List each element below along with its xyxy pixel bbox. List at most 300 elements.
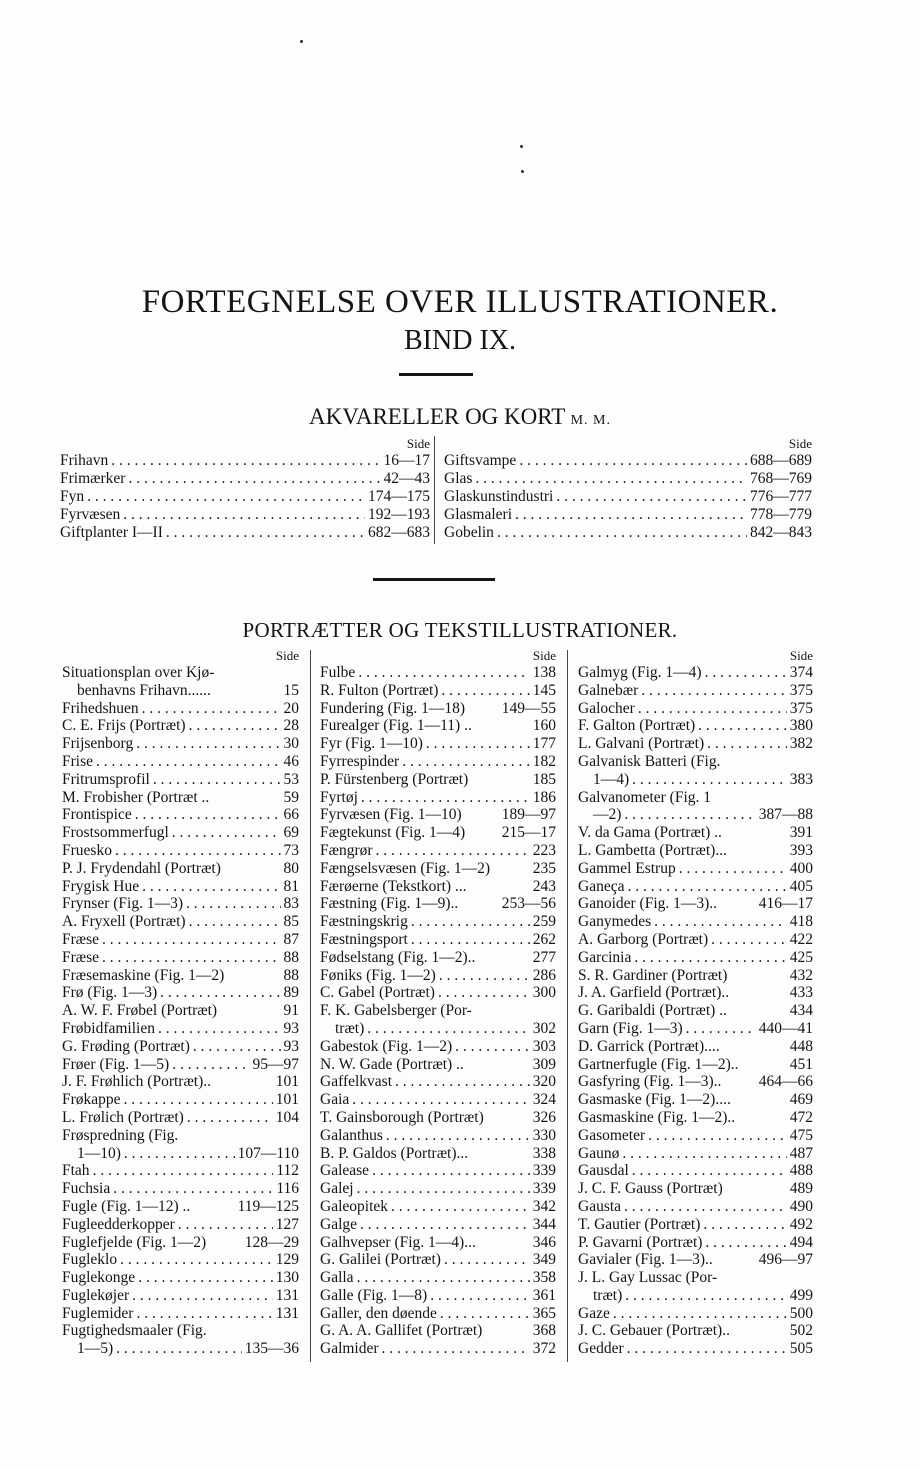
entry-page: 91: [283, 1002, 299, 1020]
index-entry: [320, 1091, 556, 1109]
entry-label: Galnebær: [578, 681, 639, 699]
entry-page: 499: [789, 1286, 813, 1304]
entry-page: 174—175: [368, 488, 430, 505]
index-entry: [578, 895, 813, 913]
index-entry: [62, 1251, 299, 1269]
leader-dots: [624, 1198, 787, 1216]
entry-page: 80: [283, 859, 299, 877]
entry-page: 464—66: [758, 1073, 813, 1091]
entry-label: Galvanometer (Fig. 1: [578, 788, 712, 806]
leader-dots: [123, 506, 365, 524]
leader-dots: [402, 753, 530, 771]
entry-page: 682—683: [368, 524, 430, 541]
leader-dots: [686, 1020, 756, 1038]
index-entry: [578, 1305, 813, 1323]
entry-page: 95—97: [252, 1055, 299, 1073]
leader-dots: [707, 735, 787, 753]
entry-page: 81: [283, 877, 299, 895]
entry-label: Galanthus: [320, 1126, 383, 1144]
leader-dots: [189, 913, 281, 931]
entry-label: Gedder: [578, 1340, 624, 1358]
index-entry: [62, 1020, 299, 1038]
index-entry: [62, 664, 299, 682]
index-entry: [62, 1340, 299, 1358]
leader-dots: [361, 789, 530, 807]
index-entry: [578, 1145, 813, 1163]
leader-dots: [360, 1216, 530, 1234]
entry-label: Glasmaleri: [444, 506, 513, 523]
entry-page: 400: [789, 859, 813, 877]
entry-label: 1—4): [593, 770, 630, 788]
side-label: Side: [788, 436, 812, 451]
leader-dots: [698, 717, 787, 735]
entry-page: 46: [283, 752, 299, 770]
akvarel-entry: [444, 452, 812, 470]
entry-page: 422: [789, 930, 813, 948]
akvarel-entry: [60, 470, 430, 488]
leader-dots: [142, 700, 281, 718]
index-entry: [578, 1091, 813, 1109]
entry-page: 73: [283, 841, 299, 859]
title-rule: [399, 373, 473, 376]
entry-page: 69: [283, 824, 299, 842]
index-entry: [62, 789, 299, 807]
akvarel-entry: [60, 524, 430, 542]
entry-page: 339: [532, 1162, 556, 1180]
leader-dots: [358, 664, 529, 682]
index-entry: [62, 1269, 299, 1287]
entry-label: Fundering (Fig. 1—18): [320, 699, 466, 717]
entry-page: 53: [283, 770, 299, 788]
entry-page: 131: [275, 1286, 299, 1304]
index-entry: [62, 1056, 299, 1074]
index-entry: [62, 1287, 299, 1305]
entry-label: Glaskunstindustri: [444, 488, 554, 505]
entry-page: 303: [532, 1037, 556, 1055]
index-entry: [62, 984, 299, 1002]
entry-page: 85: [283, 913, 299, 931]
entry-page: 28: [283, 717, 299, 735]
entry-label: Giftsvampe: [444, 452, 517, 469]
index-entry: [578, 1127, 813, 1145]
leader-dots: [556, 488, 747, 506]
entry-page: 387—88: [758, 806, 813, 824]
entry-page: 235: [532, 859, 556, 877]
entry-label: Fuglemider: [62, 1304, 134, 1322]
leader-dots: [136, 735, 280, 753]
entry-page: 302: [532, 1019, 556, 1037]
entry-page: 375: [789, 699, 813, 717]
entry-page: 223: [532, 841, 556, 859]
index-entry: [578, 1056, 813, 1074]
entry-label: Gabestok (Fig. 1—2): [320, 1037, 453, 1055]
entry-page: 416—17: [758, 895, 813, 913]
entry-label: Fæstningsport: [320, 930, 408, 948]
index-entry: [62, 806, 299, 824]
entry-label: Galle (Fig. 1—8): [320, 1286, 428, 1304]
entry-label: S. R. Gardiner (Portræt): [578, 966, 728, 984]
entry-label: Gartnerfugle (Fig. 1—2)..: [578, 1055, 739, 1073]
index-entry: [578, 771, 813, 789]
index-entry: [62, 1305, 299, 1323]
entry-page: 383: [789, 770, 813, 788]
entry-label: N. W. Gade (Portræt) ..: [320, 1055, 464, 1073]
entry-page: 490: [789, 1197, 813, 1215]
entry-page: 448: [789, 1037, 813, 1055]
entry-page: 475: [789, 1126, 813, 1144]
akvarel-entry: [60, 488, 430, 506]
akvarel-entry: [444, 506, 812, 524]
entry-label: Gaia: [320, 1091, 350, 1109]
leader-dots: [440, 1305, 530, 1323]
index-entry: [320, 1109, 556, 1127]
entry-page: 83: [283, 895, 299, 913]
index-entry: [320, 1002, 556, 1020]
entry-page: 324: [532, 1091, 556, 1109]
index-entry: [578, 860, 813, 878]
entry-page: 93: [283, 1037, 299, 1055]
entry-page: 418: [789, 913, 813, 931]
entry-page: 365: [532, 1304, 556, 1322]
portraetter-column-3: [578, 648, 813, 1358]
entry-label: Frøkappe: [62, 1091, 121, 1109]
leader-dots: [475, 470, 747, 488]
entry-page: 309: [532, 1055, 556, 1073]
entry-label: D. Garrick (Portræt)....: [578, 1037, 720, 1055]
entry-page: 500: [789, 1304, 813, 1322]
index-entry: [578, 824, 813, 842]
entry-page: 320: [532, 1073, 556, 1091]
entry-page: 59: [283, 788, 299, 806]
entry-label: Frijsenborg: [62, 735, 134, 753]
index-entry: [578, 949, 813, 967]
entry-label: Frontispice: [62, 806, 132, 824]
entry-page: 182: [532, 752, 556, 770]
entry-label: Gasmaske (Fig. 1—2)....: [578, 1091, 731, 1109]
entry-page: 243: [532, 877, 556, 895]
entry-page: 186: [532, 788, 556, 806]
entry-label: Frø (Fig. 1—3): [62, 984, 158, 1002]
leader-dots: [160, 984, 280, 1002]
index-entry: [320, 967, 556, 985]
entry-label: Galocher: [578, 699, 635, 717]
entry-label: Gasmaskine (Fig. 1—2)..: [578, 1108, 736, 1126]
entry-page: 116: [276, 1180, 299, 1198]
section-heading-portraetter: PORTRÆTTER OG TEKSTILLUSTRATIONER.: [242, 618, 678, 642]
entry-page: 286: [532, 966, 556, 984]
leader-dots: [116, 1340, 242, 1358]
leader-dots: [632, 771, 787, 789]
entry-label: Færøerne (Tekstkort) ...: [320, 877, 467, 895]
entry-label: C. E. Frijs (Portræt): [62, 717, 186, 735]
entry-label: Gobelin: [444, 524, 494, 541]
entry-page: 135—36: [244, 1340, 299, 1358]
entry-label: Fugtighedsmaaler (Fig.: [62, 1322, 207, 1340]
index-entry: [320, 806, 556, 824]
entry-label: Fyn: [60, 488, 85, 505]
index-entry: [320, 913, 556, 931]
entry-label: L. Galvani (Portræt): [578, 735, 705, 753]
entry-page: 93: [283, 1019, 299, 1037]
leader-dots: [632, 1162, 787, 1180]
leader-dots: [115, 842, 281, 860]
entry-page: 375: [789, 681, 813, 699]
leader-dots: [705, 664, 787, 682]
entry-page: 361: [532, 1286, 556, 1304]
leader-dots: [124, 1145, 235, 1163]
leader-dots: [153, 771, 281, 789]
entry-label: G. Galilei (Portræt): [320, 1251, 441, 1269]
page-title: FORTEGNELSE OVER ILLUSTRATIONER.: [141, 284, 779, 320]
entry-page: 149—55: [501, 699, 556, 717]
leader-dots: [113, 1180, 273, 1198]
index-entry: [320, 1340, 556, 1358]
index-entry: [62, 913, 299, 931]
leader-dots: [120, 1251, 273, 1269]
entry-label: Føniks (Fig. 1—2): [320, 966, 436, 984]
entry-label: C. Gabel (Portræt): [320, 984, 435, 1002]
entry-page: 130: [275, 1269, 299, 1287]
entry-label: T. Gainsborough (Portræt): [320, 1108, 484, 1126]
entry-page: 382: [789, 735, 813, 753]
index-entry: [320, 984, 556, 1002]
entry-page: 487: [789, 1144, 813, 1162]
entry-page: 15: [283, 681, 299, 699]
leader-dots: [186, 895, 281, 913]
entry-page: 259: [532, 913, 556, 931]
index-entry: [578, 842, 813, 860]
index-entry: [62, 1002, 299, 1020]
leader-dots: [426, 735, 530, 753]
leader-dots: [430, 1287, 530, 1305]
entry-label: Giftplanter I—II: [60, 524, 163, 541]
index-entry: [320, 824, 556, 842]
index-entry: [62, 1127, 299, 1145]
leader-dots: [352, 1091, 529, 1109]
index-entry: [320, 771, 556, 789]
index-entry: [578, 1180, 813, 1198]
entry-page: 107—110: [237, 1144, 299, 1162]
entry-label: Fruesko: [62, 841, 112, 859]
entry-label: Galeopitek: [320, 1197, 389, 1215]
entry-label: F. Galton (Portræt): [578, 717, 696, 735]
entry-page: 253—56: [501, 895, 556, 913]
index-entry: [320, 1180, 556, 1198]
entry-label: Fyrrespinder: [320, 752, 400, 770]
leader-dots: [187, 1109, 273, 1127]
index-entry: [62, 878, 299, 896]
section-heading-small: M. M.: [570, 413, 612, 428]
entry-label: Galease: [320, 1162, 370, 1180]
index-entry: [320, 664, 556, 682]
entry-label: Gausta: [578, 1197, 622, 1215]
entry-page: 127: [275, 1215, 299, 1233]
leader-dots: [439, 967, 530, 985]
index-entry: [578, 1322, 813, 1340]
entry-label: Fritrumsprofil: [62, 770, 150, 788]
index-entry: [320, 1162, 556, 1180]
leader-dots: [111, 452, 380, 470]
entry-label: Gaze: [578, 1304, 610, 1322]
leader-dots: [679, 860, 787, 878]
entry-page: 489: [789, 1180, 813, 1198]
index-entry: [320, 895, 556, 913]
index-entry: [578, 717, 813, 735]
leader-dots: [613, 1305, 787, 1323]
entry-label: A. Fryxell (Portræt): [62, 913, 186, 931]
entry-page: 380: [789, 717, 813, 735]
entry-page: 368: [532, 1322, 556, 1340]
leader-dots: [87, 488, 365, 506]
index-entry: [62, 1145, 299, 1163]
index-entry: [62, 735, 299, 753]
leader-dots: [189, 717, 281, 735]
entry-page: 119—125: [237, 1197, 299, 1215]
entry-label: Gammel Estrup: [578, 859, 676, 877]
entry-page: 374: [789, 664, 813, 681]
entry-page: 104: [275, 1108, 299, 1126]
leader-dots: [93, 1162, 274, 1180]
entry-page: 88: [283, 966, 299, 984]
entry-label: R. Fulton (Portræt): [320, 681, 439, 699]
leader-dots: [386, 1127, 530, 1145]
leader-dots: [497, 524, 747, 542]
index-entry: [62, 1162, 299, 1180]
entry-label: træt): [335, 1019, 365, 1037]
entry-page: 488: [789, 1162, 813, 1180]
leader-dots: [166, 524, 365, 542]
entry-label: Fuglekøjer: [62, 1286, 130, 1304]
entry-label: Fæstning (Fig. 1—9)..: [320, 895, 459, 913]
entry-label: benhavns Frihavn......: [77, 681, 211, 699]
entry-label: Galge: [320, 1215, 358, 1233]
entry-page: 138: [532, 664, 556, 681]
entry-page: 145: [532, 681, 556, 699]
index-entry: [62, 860, 299, 878]
entry-label: Gausdal: [578, 1162, 629, 1180]
entry-label: Galla: [320, 1269, 354, 1287]
leader-dots: [703, 1216, 786, 1234]
leader-dots: [441, 682, 529, 700]
column-divider: [434, 436, 435, 544]
entry-label: Frøer (Fig. 1—5): [62, 1055, 170, 1073]
leader-dots: [178, 1216, 273, 1234]
entry-label: Gavialer (Fig. 1—3)..: [578, 1251, 713, 1269]
index-entry: [62, 1198, 299, 1216]
akvarel-entry: [444, 470, 812, 488]
index-entry: [62, 1216, 299, 1234]
entry-page: 112: [276, 1162, 299, 1180]
leader-dots: [438, 984, 530, 1002]
entry-label: Fyrvæsen: [60, 506, 121, 523]
entry-page: 405: [789, 877, 813, 895]
entry-label: Fødselstang (Fig. 1—2)..: [320, 948, 476, 966]
entry-label: A. W. F. Frøbel (Portræt): [62, 1002, 218, 1020]
entry-page: 440—41: [758, 1019, 813, 1037]
column-divider: [310, 650, 311, 1362]
entry-label: G. A. A. Gallifet (Portræt): [320, 1322, 483, 1340]
entry-label: J. F. Frøhlich (Portræt)..: [62, 1073, 212, 1091]
print-speck: [520, 145, 523, 148]
entry-page: 192—193: [368, 506, 430, 523]
entry-page: 185: [532, 770, 556, 788]
leader-dots: [455, 1038, 530, 1056]
leader-dots: [193, 1038, 281, 1056]
leader-dots: [444, 1251, 530, 1269]
index-entry: [320, 1127, 556, 1145]
index-entry: [320, 1216, 556, 1234]
entry-page: 776—777: [750, 488, 812, 505]
index-entry: [320, 842, 556, 860]
entry-label: Garcinia: [578, 948, 632, 966]
entry-label: Fyrtøj: [320, 788, 358, 806]
entry-page: 339: [532, 1180, 556, 1198]
index-entry: [62, 967, 299, 985]
index-entry: [578, 1038, 813, 1056]
entry-label: Frøspredning (Fig.: [62, 1126, 179, 1144]
leader-dots: [711, 931, 787, 949]
index-entry: [62, 895, 299, 913]
section-heading-akvareller: [0, 402, 920, 436]
index-entry: [62, 682, 299, 700]
entry-page: 42—43: [383, 470, 430, 487]
entry-page: 434: [789, 1002, 813, 1020]
entry-label: Galvanisk Batteri (Fig.: [578, 752, 721, 770]
leader-dots: [515, 506, 747, 524]
index-entry: [578, 1216, 813, 1234]
entry-page: 842—843: [750, 524, 812, 541]
entry-label: Fuchsia: [62, 1180, 111, 1198]
index-entry: [578, 913, 813, 931]
index-entry: [320, 860, 556, 878]
entry-label: L. Gambetta (Portræt)...: [578, 841, 727, 859]
akvareller-left-column: [60, 436, 430, 542]
index-entry: [62, 931, 299, 949]
section-heading-main: AKVARELLER OG KORT: [308, 404, 565, 429]
index-entry: [62, 824, 299, 842]
entry-page: 688—689: [750, 452, 812, 469]
entry-label: 1—5): [77, 1340, 114, 1358]
index-entry: [62, 1073, 299, 1091]
entry-page: 344: [532, 1215, 556, 1233]
leader-dots: [376, 842, 530, 860]
entry-label: Gasometer: [578, 1126, 646, 1144]
entry-label: Frostsommerfugl: [62, 824, 169, 842]
index-entry: [578, 1109, 813, 1127]
leader-dots: [622, 1145, 786, 1163]
index-entry: [578, 1340, 813, 1358]
entry-label: L. Frølich (Portræt): [62, 1108, 184, 1126]
entry-label: Garn (Fig. 1—3): [578, 1019, 683, 1037]
entry-label: Frygisk Hue: [62, 877, 140, 895]
akvarel-entry: [444, 524, 812, 542]
entry-label: G. Garibaldi (Portræt) ..: [578, 1002, 727, 1020]
leader-dots: [138, 1269, 273, 1287]
entry-page: 326: [532, 1108, 556, 1126]
entry-page: 472: [789, 1108, 813, 1126]
index-entry: [578, 1251, 813, 1269]
entry-page: 778—779: [750, 506, 812, 523]
entry-label: P. J. Frydendahl (Portræt): [62, 859, 221, 877]
index-entry: [62, 1234, 299, 1252]
leader-dots: [132, 1287, 273, 1305]
index-entry: [578, 789, 813, 807]
index-entry: [320, 682, 556, 700]
entry-page: 20: [283, 699, 299, 717]
leader-dots: [128, 470, 380, 488]
entry-label: Fugleklo: [62, 1251, 118, 1269]
entry-label: B. P. Galdos (Portræt)...: [320, 1144, 469, 1162]
